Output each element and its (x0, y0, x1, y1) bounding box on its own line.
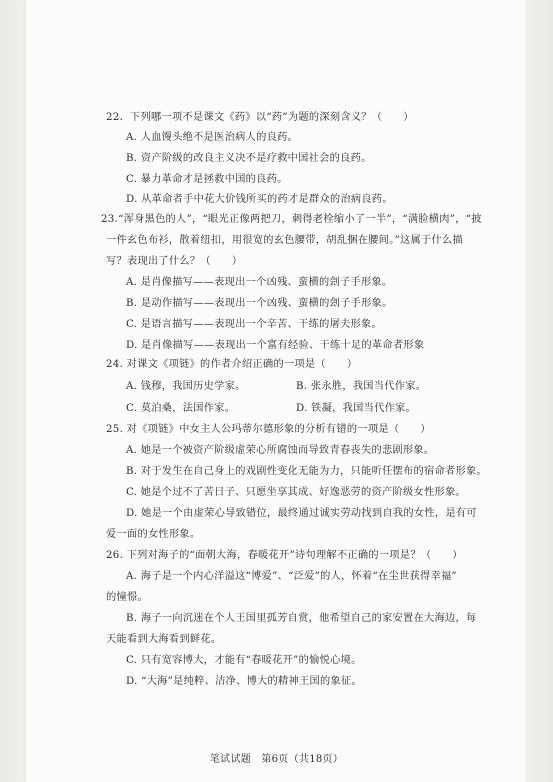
question-25-option-c: C. 她是个过不了苦日子、只愿坐享其成、好逸恶劳的资产阶级女性形象。 (126, 487, 466, 498)
question-22-option-d: D. 从革命者手中花大价钱所买的药才是群众的治病良药。 (126, 194, 393, 205)
question-25-stem: 25. 对《项链》中女主人公玛蒂尔德形象的分析有错的一项是（ ） (106, 424, 431, 435)
question-23-stem-line-3: 写？表现出了什么？（ ） (106, 256, 243, 267)
question-23-option-b: B. 是动作描写——表现出一个凶残、蛮横的刽子手形象。 (126, 298, 393, 309)
question-26-option-a-line-2: 的憧憬。 (106, 592, 148, 603)
question-24-option-b: B. 张永胜，我国当代作家。 (296, 381, 427, 392)
scan-edge-left (0, 0, 26, 782)
question-24-option-a: A. 钱穆，我国历史学家。 (126, 381, 246, 392)
question-25-option-d: D. 她是一个由虚荣心导致错位，最终通过诚实劳动找到自我的女性，是有可 (126, 508, 477, 519)
question-24-stem: 24. 对课文《项链》的作者介绍正确的一项是（ ） (106, 359, 358, 370)
question-22-option-a: A. 人血馒头绝不是医治病人的良药。 (126, 132, 299, 143)
question-24-option-d: D. 铁凝，我国当代作家。 (296, 403, 417, 414)
page-footer: 笔试试题 第6页（共18页） (209, 754, 344, 765)
question-22-option-b: B. 资产阶级的改良主义决不是疗救中国社会的良药。 (126, 153, 372, 164)
question-23-option-a: A. 是肖像描写——表现出一个凶残、蛮横的刽子手形象。 (126, 277, 393, 288)
question-22-stem: 22．下列哪一项不是课文《药》以“药”为题的深刻含义？（ ） (106, 112, 414, 123)
question-26-option-d: D. “大海”是纯粹、洁净、博大的精神王国的象征。 (126, 676, 362, 687)
question-23-option-d: D. 是肖像描写——表现出一个富有经验、干练十足的革命者形象 (126, 340, 425, 351)
question-26-stem: 26. 下列对海子的“面朝大海，春暖花开”诗句理解不正确的一项是？（ ） (106, 550, 463, 561)
scan-edge-right (525, 0, 553, 782)
question-26-option-b-line-2: 天能看到大海看到鲜花。 (106, 634, 222, 645)
question-25-option-b: B. 对于发生在自己身上的戏剧性变化无能为力，只能听任摆布的宿命者形象。 (126, 466, 487, 477)
question-26-option-a-line-1: A. 海子是一个内心洋溢这“博爱”、“泛爱”的人，怀着“在尘世获得幸福” (126, 571, 457, 582)
question-23-stem-line-2: 一件玄色布衫，散着纽扣，用很宽的玄色腰带，胡乱捆在腰间。”这属于什么描 (106, 235, 463, 246)
question-25-option-d-continuation: 爱一面的女性形象。 (106, 529, 201, 540)
question-26-option-c: C. 只有宽容博大，才能有“春暖花开”的愉悦心境。 (126, 655, 362, 666)
question-25-option-a: A. 她是一个被资产阶级虚荣心所腐蚀而导致青春丧失的悲剧形象。 (126, 445, 435, 456)
question-23-stem-line-1: 23.“浑身黑色的人”，“眼光正像两把刀，刺得老栓缩小了一半”，“满脸横肉”，“披 (101, 214, 482, 225)
question-26-option-b-line-1: B. 海子一向沉迷在个人王国里孤芳自赏，他希望自己的家安置在大海边，每 (126, 613, 477, 624)
question-23-option-c: C. 是语言描写——表现出一个辛苦、干练的屠夫形象。 (126, 319, 383, 330)
question-24-option-c: C. 莫泊桑，法国作家。 (126, 403, 236, 414)
question-22-option-c: C. 暴力革命才是拯救中国的良药。 (126, 174, 288, 185)
